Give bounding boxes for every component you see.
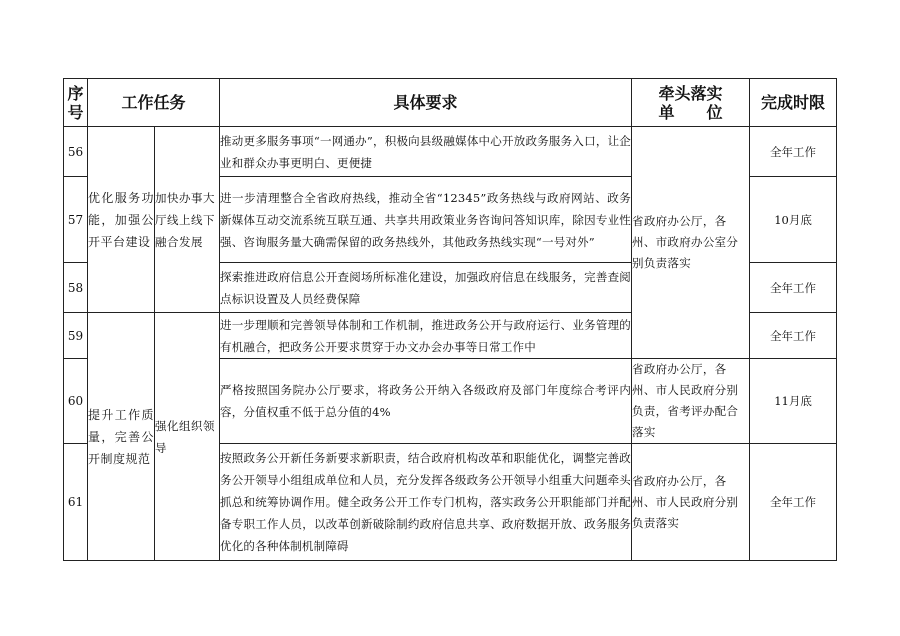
task-group-quality: 提升工作质量，完善公开制度规范: [88, 313, 155, 561]
row-requirement: 探索推进政府信息公开查阅场所标准化建设，加强政府信息在线服务，完善查阅点标识设置及人员经费保障: [220, 263, 632, 313]
row-requirement: 严格按照国务院办公厅要求，将政务公开纳入各级政府及部门年度综合考评内容，分值权重不低于总分值的4%: [220, 359, 632, 444]
row-seq: 60: [64, 359, 88, 444]
header-deadline: 完成时限: [750, 79, 837, 127]
task-group-platform: 优化服务功能，加强公开平台建设: [88, 127, 155, 313]
row-deadline: 全年工作: [750, 444, 837, 561]
row-requirement: 进一步清理整合全省政府热线，推动全省“12345”政务热线与政府网站、政务新媒体互动交流系统互联互通、共享共用政策业务咨询问答知识库，除因专业性强、咨询服务量大确需保留的政务热线外，其他政务热线实现“一号对外”: [220, 177, 632, 263]
row-deadline: 全年工作: [750, 313, 837, 359]
table-row: [64, 127, 837, 177]
subtask-group-quality: 强化组织领导: [155, 313, 220, 561]
row-requirement: 推动更多服务事项“一网通办”，积极向县级融媒体中心开放政务服务入口，让企业和群众办事更明白、更便捷: [220, 127, 632, 177]
work-task-table: [63, 78, 837, 561]
row-deadline: 11月底: [750, 359, 837, 444]
header-lead-unit: [632, 79, 750, 127]
row-requirement: 按照政务公开新任务新要求新职责，结合政府机构改革和职能优化，调整完善政务公开领导小组组成单位和人员，充分发挥各级政务公开领导小组重大问题牵头抓总和统筹协调作用。健全政务公开工作专门机构，落实政务公开职能部门并配备专职工作人员，以改革创新破除制约政府信息共享、政府数据开放、政务服务优化的各种体制机制障碍: [220, 444, 632, 561]
header-lead-line2: 单 位: [658, 102, 723, 122]
header-seq: 序号: [64, 79, 88, 127]
header-row: [64, 79, 837, 127]
subtask-group-platform: 加快办事大厅线上线下融合发展: [155, 127, 220, 313]
row-deadline: 10月底: [750, 177, 837, 263]
header-requirement: 具体要求: [220, 79, 632, 127]
lead-unit-platform: 省政府办公厅，各州、市政府办公室分别负责落实: [632, 127, 750, 359]
row-lead-unit: 省政府办公厅，各州、市人民政府分别负责落实: [632, 444, 750, 561]
header-lead-line1: 牵头落实: [658, 83, 723, 103]
row-lead-unit: 省政府办公厅，各州、市人民政府分别负责，省考评办配合落实: [632, 359, 750, 444]
row-seq: 57: [64, 177, 88, 263]
row-seq: 61: [64, 444, 88, 561]
row-requirement: 进一步理顺和完善领导体制和工作机制，推进政务公开与政府运行、业务管理的有机融合，把政务公开要求贯穿于办文办会办事等日常工作中: [220, 313, 632, 359]
row-seq: 58: [64, 263, 88, 313]
header-task: 工作任务: [88, 79, 220, 127]
row-deadline: 全年工作: [750, 263, 837, 313]
row-deadline: 全年工作: [750, 127, 837, 177]
row-seq: 56: [64, 127, 88, 177]
row-seq: 59: [64, 313, 88, 359]
